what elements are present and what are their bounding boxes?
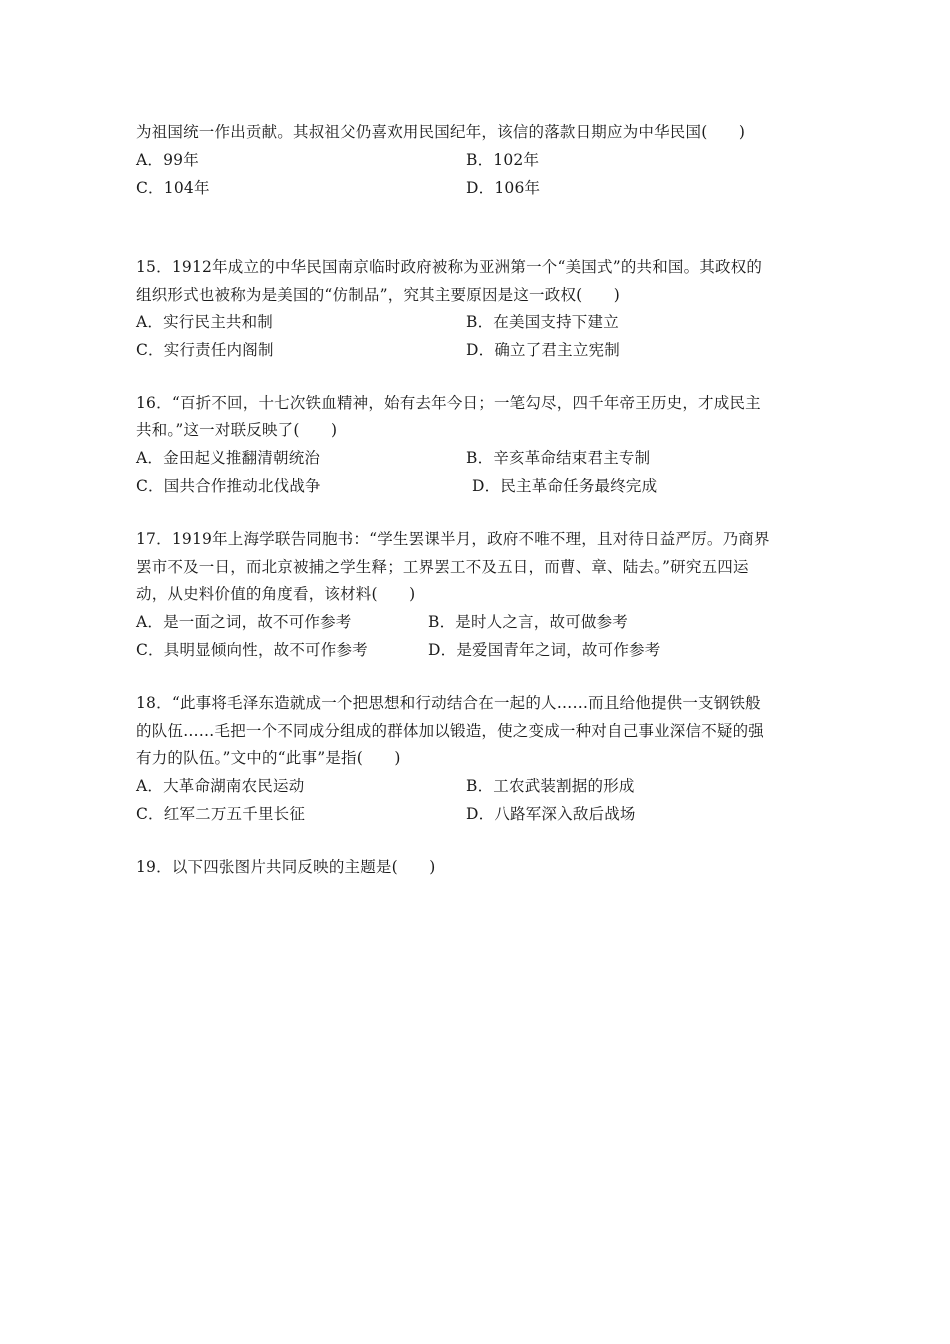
q15-stem-line-2: 组织形式也被称为是美国的“仿制品”，究其主要原因是这一政权( ) [136, 286, 621, 304]
q14-option-b[interactable]: B．102年 [466, 151, 540, 169]
q18-stem-line-1: 18．“此事将毛泽东造就成一个把思想和行动结合在一起的人……而且给他提供一支钢铁般 [136, 694, 761, 712]
q16-option-b[interactable]: B．辛亥革命结束君主专制 [466, 449, 651, 467]
q17-stem-line-3: 动，从史料价值的角度看，该材料( ) [136, 585, 416, 603]
q14-option-d[interactable]: D．106年 [466, 179, 541, 197]
q15-stem-line-1: 15．1912年成立的中华民国南京临时政府被称为亚洲第一个“美国式”的共和国。其政权的 [136, 258, 763, 276]
q14-stem-line: 为祖国统一作出贡献。其叔祖父仍喜欢用民国纪年，该信的落款日期应为中华民国( ) [136, 123, 746, 141]
q15-option-d[interactable]: D．确立了君主立宪制 [466, 341, 620, 359]
q14-option-c[interactable]: C．104年 [136, 179, 210, 197]
q17-option-d[interactable]: D．是爱国青年之词，故可作参考 [428, 641, 661, 659]
q18-option-c[interactable]: C．红军二万五千里长征 [136, 805, 306, 823]
q18-stem-line-2: 的队伍……毛把一个不同成分组成的群体加以锻造，使之变成一种对自己事业深信不疑的强 [136, 722, 765, 740]
q19-stem-line-1: 19．以下四张图片共同反映的主题是( ) [136, 858, 436, 876]
q18-option-b[interactable]: B．工农武装割据的形成 [466, 777, 635, 795]
q18-option-a[interactable]: A．大革命湖南农民运动 [136, 777, 305, 795]
q15-option-a[interactable]: A．实行民主共和制 [136, 313, 273, 331]
q17-option-b[interactable]: B．是时人之言，故可做参考 [428, 613, 628, 631]
q16-stem-line-1: 16．“百折不回，十七次铁血精神，始有去年今日；一笔勾尽，四千年帝王历史，才成民主 [136, 394, 761, 412]
q16-option-d[interactable]: D．民主革命任务最终完成 [472, 477, 658, 495]
q16-stem-line-2: 共和。”这一对联反映了( ) [136, 421, 338, 439]
q15-option-b[interactable]: B．在美国支持下建立 [466, 313, 619, 331]
q17-option-a[interactable]: A．是一面之词，故不可作参考 [136, 613, 352, 631]
q14-option-a[interactable]: A．99年 [136, 151, 199, 169]
q17-stem-line-2: 罢市不及一日，而北京被捕之学生释；工界罢工不及五日，而曹、章、陆去。”研究五四运 [136, 558, 749, 576]
q16-option-c[interactable]: C．国共合作推动北伐战争 [136, 477, 321, 495]
q17-stem-line-1: 17．1919年上海学联告同胞书：“学生罢课半月，政府不唯不理，且对待日益严厉。乃商界 [136, 530, 770, 548]
q15-option-c[interactable]: C．实行责任内阁制 [136, 341, 274, 359]
q16-option-a[interactable]: A．金田起义推翻清朝统治 [136, 449, 321, 467]
q18-option-d[interactable]: D．八路军深入敌后战场 [466, 805, 636, 823]
q18-stem-line-3: 有力的队伍。”文中的“此事”是指( ) [136, 749, 401, 767]
q17-option-c[interactable]: C．具明显倾向性，故不可作参考 [136, 641, 368, 659]
